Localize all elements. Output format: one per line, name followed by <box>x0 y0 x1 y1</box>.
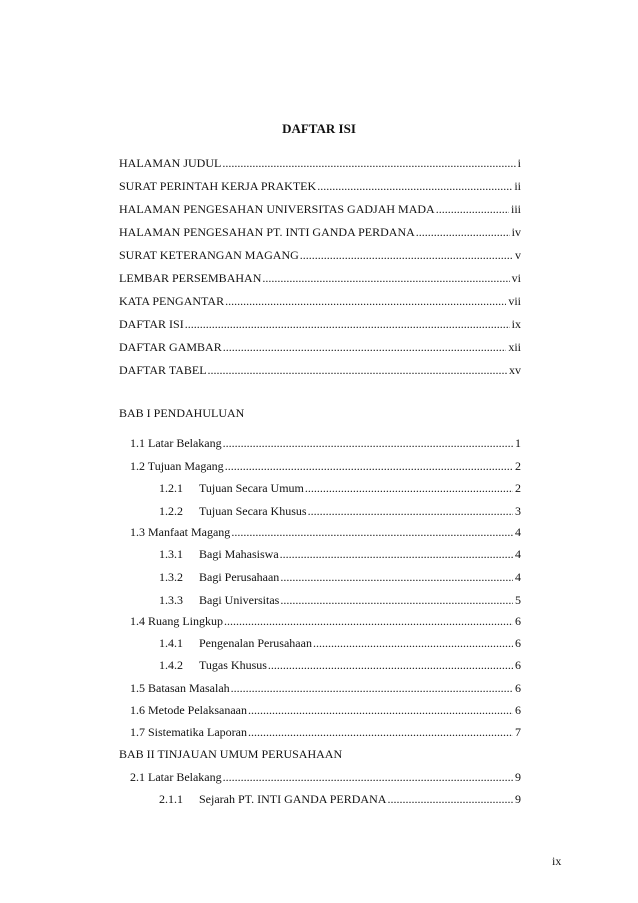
toc-entry-page: 9 <box>515 770 521 784</box>
toc-entry-page: 7 <box>515 725 521 739</box>
toc-entry-page: vii <box>508 294 521 308</box>
toc-entry <box>119 222 521 242</box>
toc-entry-page: 2 <box>515 459 521 473</box>
toc-entry-text: Tugas Khusus <box>199 658 267 672</box>
toc-entry-number: 1.3.1 <box>159 547 183 561</box>
toc-entry <box>130 611 521 631</box>
toc-entry-number: 2.1.1 <box>159 792 183 806</box>
toc-entry-text: 1.7 Sistematika Laporan <box>130 725 247 739</box>
toc-entry <box>130 456 521 476</box>
toc-entry-label <box>119 222 415 242</box>
dot-leader <box>223 767 513 787</box>
dot-leader <box>223 433 513 453</box>
toc-entry <box>119 337 521 357</box>
toc-entry-page: 6 <box>515 636 521 650</box>
dot-leader <box>305 478 513 498</box>
toc-entry-label <box>159 789 386 809</box>
dot-leader <box>225 456 513 476</box>
toc-entry-page: ix <box>511 317 521 331</box>
toc-entry <box>119 314 521 334</box>
toc-entry-label <box>159 633 312 653</box>
toc-entry-label <box>159 544 279 564</box>
toc-entry-page: i <box>517 156 521 170</box>
toc-entry-label <box>159 567 279 587</box>
page-number: ix <box>552 854 562 868</box>
dot-leader <box>268 655 513 675</box>
toc-entry <box>130 678 521 698</box>
dot-leader <box>308 501 513 521</box>
page-title: DAFTAR ISI <box>282 121 356 136</box>
toc-entry-text: 1.3 Manfaat Magang <box>130 525 231 539</box>
toc-entry-number: 1.3.2 <box>159 570 183 584</box>
toc-entry-label <box>119 360 207 380</box>
toc-entry-text: Sejarah PT. INTI GANDA PERDANA <box>199 792 387 806</box>
toc-entry <box>119 268 521 288</box>
toc-entry-text: 1.5 Batasan Masalah <box>130 681 230 695</box>
dot-leader <box>280 567 513 587</box>
toc-entry-text: SURAT KETERANGAN MAGANG <box>119 248 299 262</box>
dot-leader <box>280 590 513 610</box>
toc-entry-text: Pengenalan Perusahaan <box>199 636 312 650</box>
toc-entry-label <box>159 501 307 521</box>
toc-entry-text: DAFTAR ISI <box>119 317 184 331</box>
toc-entry-text: 1.2 Tujuan Magang <box>130 459 224 473</box>
dot-leader <box>208 360 507 380</box>
toc-entry-text: Tujuan Secara Khusus <box>199 504 307 518</box>
dot-leader <box>225 291 506 311</box>
toc-entry-page: vi <box>511 271 521 285</box>
toc-entry-page: xv <box>509 363 521 377</box>
dot-leader <box>313 633 513 653</box>
toc-entry <box>119 245 521 265</box>
chapter-heading: BAB I PENDAHULUAN <box>119 406 245 420</box>
toc-entry-label <box>130 678 230 698</box>
toc-entry-label <box>130 767 222 787</box>
toc-entry-page: 9 <box>515 792 521 806</box>
dot-leader <box>262 268 509 288</box>
toc-entry-text: 1.6 Metode Pelaksanaan <box>130 703 247 717</box>
toc-entry-text: 1.1 Latar Belakang <box>130 436 222 450</box>
toc-entry-page: 3 <box>515 504 521 518</box>
toc-entry-label <box>130 433 222 453</box>
toc-entry-label <box>130 611 223 631</box>
toc-entry-text: Bagi Mahasiswa <box>199 547 279 561</box>
toc-entry-number: 1.4.1 <box>159 636 183 650</box>
toc-entry-page: ii <box>514 179 521 193</box>
toc-entry <box>130 522 521 542</box>
toc-entry-page: 2 <box>515 481 521 495</box>
toc-entry-text: DAFTAR TABEL <box>119 363 207 377</box>
dot-leader <box>248 722 513 742</box>
toc-entry-label <box>159 590 279 610</box>
toc-entry-page: 4 <box>515 547 521 561</box>
toc-entry <box>159 567 521 587</box>
toc-entry-number: 1.4.2 <box>159 658 183 672</box>
toc-entry <box>130 722 521 742</box>
toc-entry <box>159 478 521 498</box>
toc-entry <box>130 767 521 787</box>
toc-entry-label <box>130 522 230 542</box>
toc-entry-label <box>130 456 224 476</box>
toc-entry <box>130 433 521 453</box>
dot-leader <box>224 611 513 631</box>
toc-entry-number: 1.3.3 <box>159 593 183 607</box>
toc-entry-text: 1.4 Ruang Lingkup <box>130 614 223 628</box>
toc-entry-label <box>130 700 247 720</box>
toc-entry <box>159 501 521 521</box>
chapter-heading: BAB II TINJAUAN UMUM PERUSAHAAN <box>119 747 343 761</box>
toc-entry-label <box>159 655 267 675</box>
toc-entry-page: iii <box>510 202 521 216</box>
toc-entry-text: Bagi Universitas <box>199 593 280 607</box>
dot-leader <box>231 678 513 698</box>
toc-entry-text: SURAT PERINTAH KERJA PRAKTEK <box>119 179 317 193</box>
dot-leader <box>387 789 513 809</box>
dot-leader <box>248 700 513 720</box>
dot-leader <box>317 176 512 196</box>
toc-entry <box>159 590 521 610</box>
toc-entry-label <box>159 478 304 498</box>
dot-leader <box>222 153 515 173</box>
toc-entry-page: xii <box>508 340 521 354</box>
toc-entry-text: Tujuan Secara Umum <box>199 481 304 495</box>
toc-entry-label <box>119 291 224 311</box>
dot-leader <box>280 544 513 564</box>
toc-entry-label <box>130 722 247 742</box>
toc-entry-page: 6 <box>515 681 521 695</box>
toc-entry <box>119 176 521 196</box>
toc-entry <box>119 199 521 219</box>
toc-entry-page: 6 <box>515 703 521 717</box>
toc-entry-number: 1.2.2 <box>159 504 183 518</box>
toc-entry-page: 5 <box>515 593 521 607</box>
toc-entry-text: HALAMAN PENGESAHAN UNIVERSITAS GADJAH MADA <box>119 202 435 216</box>
toc-entry <box>159 655 521 675</box>
toc-entry-page: 4 <box>515 570 521 584</box>
toc-entry <box>159 544 521 564</box>
dot-leader <box>436 199 509 219</box>
toc-entry-label <box>119 153 221 173</box>
toc-entry-text: LEMBAR PERSEMBAHAN <box>119 271 262 285</box>
toc-entry-label <box>119 314 184 334</box>
dot-leader <box>231 522 513 542</box>
toc-entry-page: 4 <box>515 525 521 539</box>
toc-entry-label <box>119 268 261 288</box>
toc-entry-text: KATA PENGANTAR <box>119 294 225 308</box>
toc-entry-text: Bagi Perusahaan <box>199 570 280 584</box>
toc-entry <box>159 789 521 809</box>
toc-entry-page: 1 <box>515 436 521 450</box>
toc-entry <box>119 360 521 380</box>
toc-entry-page: iv <box>511 225 521 239</box>
toc-entry <box>119 153 521 173</box>
toc-entry <box>130 700 521 720</box>
dot-leader <box>185 314 510 334</box>
toc-entry-text: HALAMAN JUDUL <box>119 156 222 170</box>
toc-entry-page: 6 <box>515 658 521 672</box>
toc-entry <box>159 633 521 653</box>
toc-entry-page: 6 <box>515 614 521 628</box>
toc-entry-label <box>119 176 316 196</box>
toc-entry <box>119 291 521 311</box>
toc-entry-number: 1.2.1 <box>159 481 183 495</box>
toc-entry-text: 2.1 Latar Belakang <box>130 770 222 784</box>
dot-leader <box>223 337 507 357</box>
toc-entry-label <box>119 245 299 265</box>
toc-entry-label <box>119 337 222 357</box>
toc-entry-text: HALAMAN PENGESAHAN PT. INTI GANDA PERDANA <box>119 225 415 239</box>
toc-entry-page: v <box>515 248 521 262</box>
dot-leader <box>300 245 513 265</box>
toc-entry-label <box>119 199 435 219</box>
dot-leader <box>416 222 510 242</box>
toc-entry-text: DAFTAR GAMBAR <box>119 340 222 354</box>
